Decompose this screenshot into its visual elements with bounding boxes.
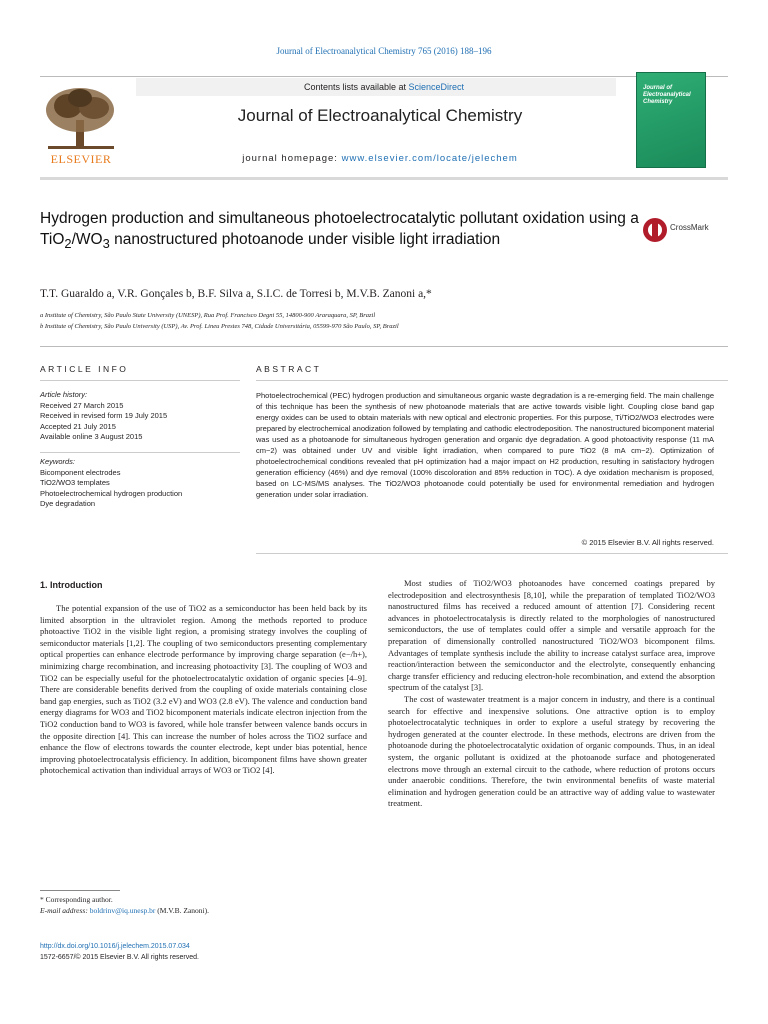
elsevier-wordmark: ELSEVIER: [50, 152, 112, 166]
homepage-prefix: journal homepage:: [242, 153, 342, 164]
keyword: Dye degradation: [40, 499, 96, 508]
journal-homepage: [130, 153, 630, 164]
body-paragraph: Most studies of TiO2/WO3 photoanodes have concerned coatings prepared by electrodeposition and electrosynthesis [8,10], while the preparation of templated TiO2/WO3 nanostructured films has received a reduced amount of attention [7]. Considering recent advances in photoelectrocatalysis is directly related to the morphologies of nanostructured semiconductors, the use of templates could offer a simple and versatile approach for the preparation of dimensionally controlled nanostructured TiO2/WO3 bicomponent films. Advantages of template synthesis include the ability to increase catalyst surface area, improve reaction/interaction between the semiconductor and the electrolyte, consequently enhancing charge transfer efficiency and reducing electron-hole recombination, and extend the absorption spectrum of the catalyst [3].: [388, 578, 715, 693]
journal-title: Journal of Electroanalytical Chemistry: [237, 106, 523, 125]
keyword: Photoelectrochemical hydrogen production: [40, 488, 183, 498]
keyword: Bicomponent electrodes: [40, 467, 121, 477]
keywords: [40, 457, 240, 510]
section-heading: 1. Introduction: [40, 580, 103, 590]
author-list[interactable]: T.T. Guaraldo a, V.R. Gonçales b, B.F. Silva a, S.I.C. de Torresi b, M.V.B. Zanoni a,*: [40, 288, 432, 300]
email-note: [40, 905, 340, 916]
abstract-text: Photoelectrochemical (PEC) hydrogen production and simultaneous organic waste degradation is a re-emerging field. The main challenge of this technique has been the synthesis of new photoanode materials that are active towards visible light. Coupling close band gap energy oxides can be used to obtain materials with new optical and electronic properties. For this purpose, Ti/TiO2/WO3 electrodes were prepared by electrochemical anodization followed by templating and cathodic electrodeposition. The nanostructured bicomponent material was used as a photoanode for simultaneous hydrogen generation and organic dye degradation. A good photoactivity response (11 mA cm−2) was obtained under UV and visible light irradiation, when compared to pure TiO2 (8 mA cm−2). Optimization of photoelectrochemical conditions revealed that pH optimization had a major impact on H2 production, resulting in satisfactory hydrogen generation efficiency (46%) and dye removal (100% discoloration and 85% reduction in TOC). A dye oxidation mechanism is proposed, based on LC-MS/MS analyses. The TiO2/WO3 photoanode could potentially be used for environmental remediation and hydrogen generation under solar irradiation.: [256, 391, 714, 499]
history-item: Received 27 March 2015: [40, 400, 124, 410]
article-title: Hydrogen production and simultaneous photoelectrocatalytic pollutant oxidation using a $TiO_2/WO_3$ nanostructured photoanode under visible light irradiation: [40, 210, 639, 252]
email-label: E-mail address:: [40, 906, 90, 915]
crossmark-icon: [642, 217, 668, 243]
affiliation-a: a Institute of Chemistry, São Paulo State University (UNESP), Rua Prof. Francisco Degni 55, 14800-900 Araraquara, SP, Brazil: [40, 312, 376, 319]
email-suffix: (M.V.B. Zanoni).: [155, 906, 209, 915]
history-item: Received in revised form 19 July 2015: [40, 411, 168, 420]
info-rule: [40, 452, 240, 453]
sciencedirect-link[interactable]: ScienceDirect: [408, 82, 465, 92]
article-info-heading: ARTICLE INFO: [40, 364, 129, 374]
email-link[interactable]: boldrinv@iq.unesp.br: [89, 906, 156, 915]
body-paragraph: The potential expansion of the use of TiO2 as a semiconductor has been held back by its limited absorption in the ultraviolet region. Among the methods reported to produce photoactive TiO2 in the visible light region, a promising strategy involves the coupling of semiconductor materials [1,2]. The coupling of two semiconductors presenting complementary optical properties can enhance electrode performance by improving charge separation (e−/h+), minimizing charge recombination, and increasing photoactivity [3]. The coupling of WO3 and TiO2 can be especially useful for the photoelectrocatalytic oxidation of organic species [4–9]. There are considerable benefits derived from the coupling of oxide materials containing close band gap energies, such as TiO2 (3.2 eV) and WO3 (2.8 eV). The valence and conduction band energy diagrams for WO3 and TiO2 bicomponent materials indicate electron injection from the TiO2 conduction band to WO3 is favored, while hole transfer between valence bands occurs in the opposite direction [4]. This can increase the number of holes across the TiO2 surface and enhance the flow of electrons towards the counter electrode, kept under bias potential, hence improving photoelectrocatalysis efficiency. In addition, bicomponent films have shown greater photochemical activation than individual arrays of WO3 or TiO2 [4].: [40, 603, 367, 776]
abstract-rule: [256, 380, 728, 381]
abstract-heading: ABSTRACT: [256, 364, 322, 374]
history-item: Available online 3 August 2015: [40, 432, 143, 441]
body-right-column: [388, 578, 715, 810]
body-paragraph: The cost of wastewater treatment is a major concern in industry, and there is a continual search for effective and inexpensive solutions. One attractive option is to employ photoelectrocatalytic techniques in order to explore a useful strategy by recovering the hydrogen generated at the counter electrode. In these methods, electrons are driven from the photoanode during the photoelectrocatalytic oxidation of organic compounds. Thus, in an ideal system, the organic pollutant is oxidized at the photoanode surface and photogenerated electrons move through an external circuit to the cathode, where reduction of protons occurs under anaerobic conditions. Therefore, the twin environmental benefits of waste material elimination and hydrogen generation could be an attractive way of adding value to wastewater treatment.: [388, 693, 715, 809]
footnote-rule: [40, 890, 120, 891]
issn-line: 1572-6657/© 2015 Elsevier B.V. All rights reserved.: [40, 954, 199, 961]
header-divider: [40, 346, 728, 347]
abstract-bottom-rule: [256, 553, 728, 554]
article-history: [40, 390, 240, 443]
doi-link[interactable]: http://dx.doi.org/10.1016/j.jelechem.2015.07.034: [40, 943, 190, 950]
elsevier-logo[interactable]: [40, 84, 122, 164]
journal-cover[interactable]: [636, 72, 706, 168]
abstract-rights: © 2015 Elsevier B.V. All rights reserved.: [581, 538, 714, 547]
contents-prefix: Contents lists available at: [303, 82, 409, 92]
journal-citation[interactable]: Journal of Electroanalytical Chemistry 765 (2016) 188–196: [276, 46, 492, 56]
info-rule: [40, 380, 240, 381]
corresponding-note: * Corresponding author.: [40, 895, 113, 904]
body-left-column: [40, 603, 367, 777]
crossmark-label: CrossMark: [670, 223, 709, 232]
crossmark-badge[interactable]: [642, 217, 732, 243]
keyword: TiO2/WO3 templates: [40, 478, 110, 487]
history-item: Accepted 21 July 2015: [40, 421, 116, 431]
history-label: Article history:: [40, 390, 88, 399]
cover-title: Journal of Electroanalytical Chemistry: [643, 85, 691, 105]
homepage-link[interactable]: www.elsevier.com/locate/jelechem: [341, 153, 518, 164]
keywords-label: Keywords:: [40, 457, 76, 466]
affiliation-b: b Institute of Chemistry, São Paulo University (USP), Av. Prof. Lineu Prestes 748, Cidade Universitária, 05599-970 São Paulo, SP, Brazil: [40, 323, 399, 330]
